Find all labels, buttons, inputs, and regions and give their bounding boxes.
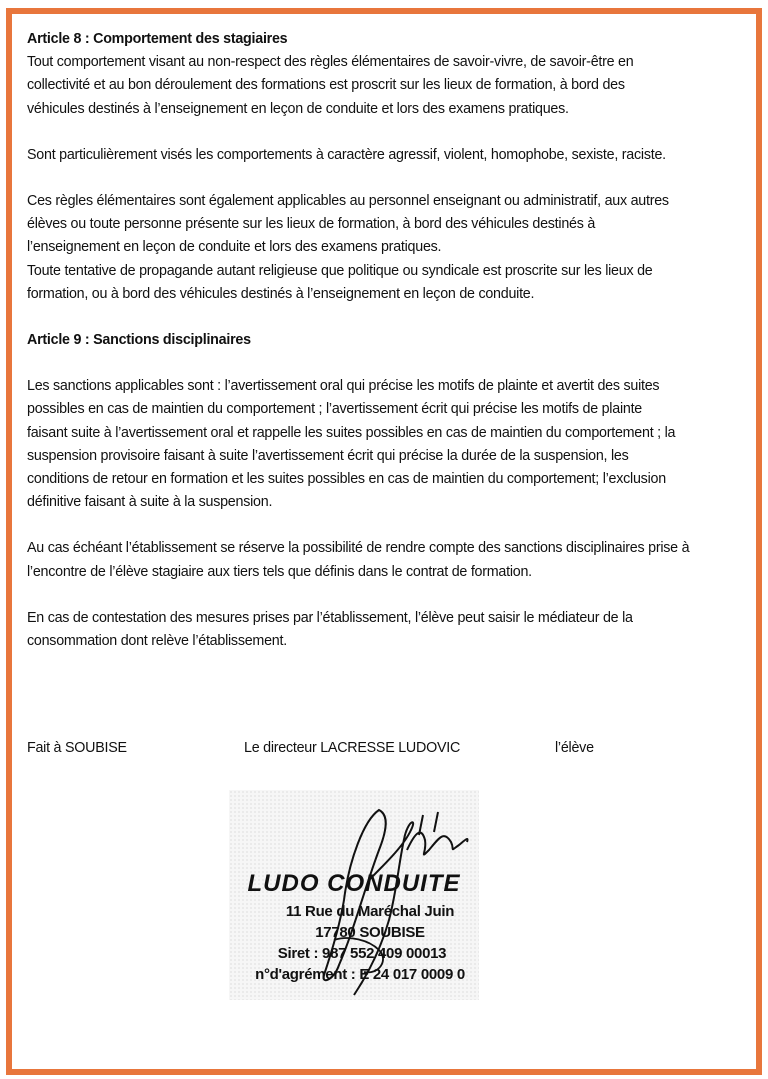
- text-line: possibles en cas de maintien du comportement ; l’avertissement écrit qui précise les motifs de plainte: [27, 401, 642, 418]
- text-line: Ces règles élémentaires sont également applicables au personnel enseignant ou administratif, aux autres: [27, 193, 669, 210]
- signature-row: [27, 740, 687, 764]
- text-line: collectivité et au bon déroulement des formations est proscrit sur les lieux de formation, à bord des: [27, 77, 625, 94]
- text-line: Sont particulièrement visés les comportements à caractère agressif, violent, homophobe, sexiste, raciste.: [27, 146, 666, 163]
- text-line: faisant suite à l’avertissement oral et rappelle les suites possibles en cas de maintien du comportement ; la: [27, 424, 676, 441]
- handwritten-signature: [229, 790, 479, 1000]
- text-line: l’encontre de l’élève stagiaire aux tiers tels que définis dans le contrat de formation.: [27, 563, 532, 580]
- article-8-heading: Article 8 : Comportement des stagiaires: [27, 31, 288, 47]
- text-line: Tout comportement visant au non-respect des règles élémentaires de savoir-vivre, de savoir-être en: [27, 54, 634, 71]
- text-line: suspension provisoire faisant à suite l’avertissement écrit qui précise la durée de la suspension, les: [27, 447, 629, 464]
- text-line: Les sanctions applicables sont : l’avertissement oral qui précise les motifs de plainte et avertit des suites: [27, 378, 660, 395]
- stamp-agrement: n°d'agrément : E 24 017 0009 0: [255, 966, 465, 983]
- place-label: Fait à SOUBISE: [27, 740, 127, 756]
- text-line: l’enseignement en leçon de conduite et lors des examens pratiques.: [27, 239, 442, 256]
- text-line: consommation dont relève l’établissement.: [27, 633, 287, 650]
- stamp-siret: Siret : 987 552 409 00013: [277, 945, 447, 962]
- text-line: définitive faisant à suite à la suspension.: [27, 494, 273, 511]
- text-line: Au cas échéant l’établissement se réserve la possibilité de rendre compte des sanctions disciplinaires prise à: [27, 540, 690, 557]
- student-label: l’élève: [555, 740, 594, 756]
- text-line: élèves ou toute personne présente sur les lieux de formation, à bord des véhicules destinés à: [27, 216, 596, 233]
- document-body: [27, 28, 707, 653]
- text-line: conditions de retour en formation et les suites possibles en cas de maintien du comportement; l’exclusion: [27, 471, 666, 488]
- company-stamp: [229, 790, 479, 1000]
- director-label: Le directeur LACRESSE LUDOVIC: [244, 740, 461, 756]
- text-line: En cas de contestation des mesures prises par l’établissement, l’élève peut saisir le médiateur de la: [27, 609, 633, 626]
- text-line: véhicules destinés à l’enseignement en leçon de conduite et lors des examens pratiques.: [27, 100, 569, 117]
- article-9-heading: Article 9 : Sanctions disciplinaires: [27, 332, 251, 349]
- stamp-city: 17780 SOUBISE: [315, 924, 425, 941]
- stamp-brand: LUDO CONDUITE: [247, 870, 461, 897]
- text-line: formation, ou à bord des véhicules destinés à l’enseignement en leçon de conduite.: [27, 285, 535, 302]
- stamp-address: 11 Rue du Maréchal Juin: [285, 903, 455, 920]
- text-line: Toute tentative de propagande autant religieuse que politique ou syndicale est proscrite sur les lieux de: [27, 262, 653, 279]
